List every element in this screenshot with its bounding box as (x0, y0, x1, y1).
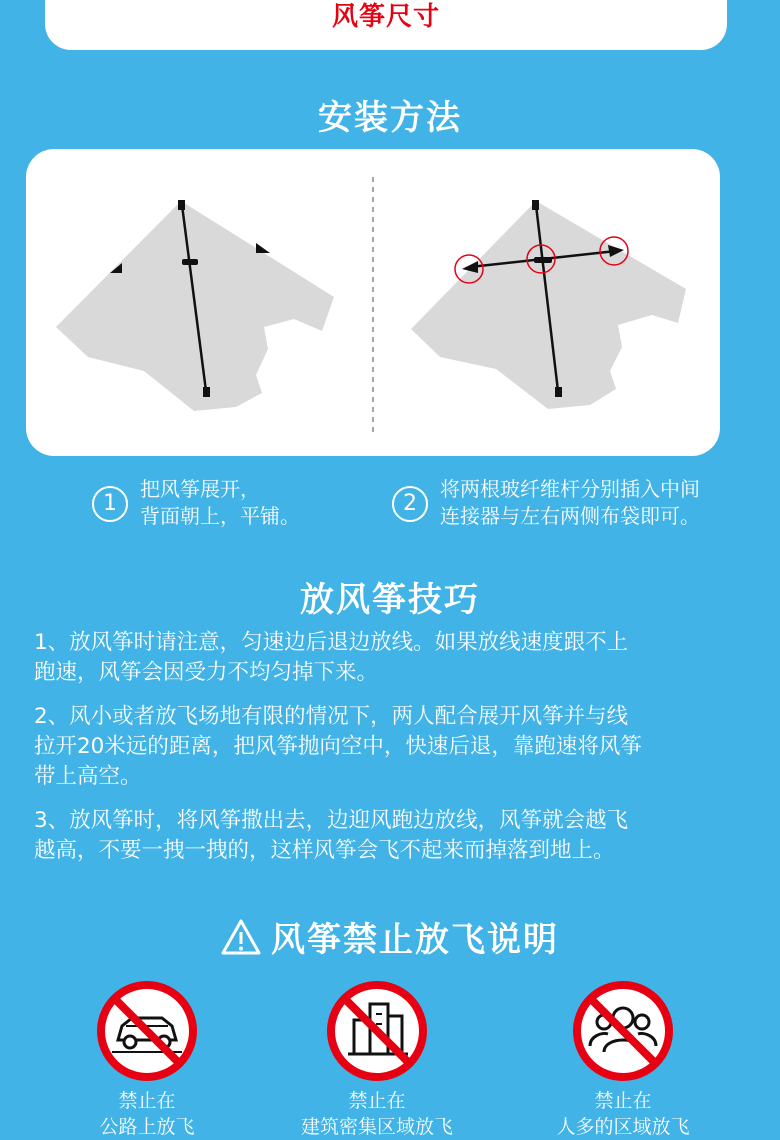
ban-road (47, 980, 247, 1140)
no-car-icon (96, 980, 198, 1082)
warning-triangle-icon (221, 919, 261, 955)
ban-crowd (523, 980, 723, 1140)
ban-road-line-1: 禁止在 (118, 1090, 176, 1112)
kite-assembly-illustration (26, 149, 720, 456)
tip-2-line-2: 拉开20米远的距离，把风筝抛向空中，快速后退，靠跑速将风筝 (34, 734, 642, 759)
ban-buildings-line-2: 建筑密集区域放飞 (300, 1116, 453, 1138)
ban-buildings (277, 980, 477, 1140)
kite-step2-image (411, 200, 686, 409)
tips-title: 放风筝技巧 (300, 580, 480, 620)
no-crowd-icon (572, 980, 674, 1082)
tip-2 (34, 702, 746, 792)
header-card (45, 0, 727, 50)
step-1-line-2: 背面朝上，平铺。 (140, 504, 300, 528)
step-number-1: 1 (92, 486, 128, 522)
ban-crowd-line-2: 人多的区域放飞 (556, 1116, 690, 1138)
tip-3 (34, 806, 746, 866)
warning-title: 风筝禁止放飞说明 (271, 920, 559, 960)
warning-title-row (0, 912, 780, 961)
no-buildings-icon (326, 980, 428, 1082)
kite-step1-image (56, 200, 334, 411)
tip-2-line-3: 带上高空。 (34, 764, 142, 789)
tip-3-line-2: 越高，不要一拽一拽的，这样风筝会飞不起来而掉落到地上。 (34, 838, 615, 863)
step-number-2: 2 (392, 486, 428, 522)
ban-buildings-line-1: 禁止在 (348, 1090, 406, 1112)
step-2-line-2: 连接器与左右两侧布袋即可。 (440, 504, 700, 528)
install-step-2 (392, 476, 700, 530)
ban-road-line-2: 公路上放飞 (99, 1116, 195, 1138)
step-2-line-1: 将两根玻纤维杆分别插入中间 (440, 477, 700, 501)
tip-1-line-2: 跑速，风筝会因受力不均匀掉下来。 (34, 660, 379, 685)
tip-2-line-1: 2、风小或者放飞场地有限的情况下，两人配合展开风筝并与线 (34, 704, 629, 729)
kite-size-title: 风筝尺寸 (331, 2, 440, 32)
install-step-1 (92, 476, 300, 530)
install-title: 安装方法 (318, 98, 462, 138)
step-1-line-1: 把风筝展开， (140, 477, 260, 501)
install-illustration-panel (26, 149, 720, 456)
tip-3-line-1: 3、放风筝时，将风筝撒出去，边迎风跑边放线，风筝就会越飞 (34, 808, 629, 833)
tip-1-line-1: 1、放风筝时请注意，匀速边后退边放线。如果放线速度跟不上 (34, 630, 629, 655)
tip-1 (34, 628, 746, 688)
ban-crowd-line-1: 禁止在 (594, 1090, 652, 1112)
